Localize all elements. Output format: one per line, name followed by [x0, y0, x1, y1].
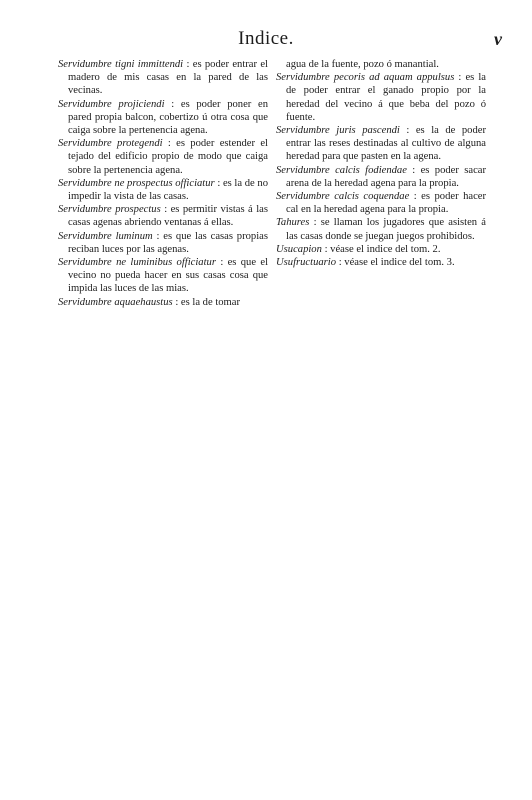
entry-term: Servidumbre aquaehaustus	[58, 296, 173, 308]
index-entry	[58, 256, 268, 296]
index-entry	[58, 203, 268, 229]
index-entry	[58, 98, 268, 138]
entry-definition: : es poder entrar el madero de mis casas en la pared de las vecinas.	[68, 59, 269, 97]
entry-term: Servidumbre ne prospectus officiatur	[58, 177, 215, 189]
entry-definition: : es la de poder entrar el ganado propio por la heredad del vecino á que beba del pozo ó fuente.	[286, 72, 486, 123]
entry-definition: : es la de tomar	[175, 296, 241, 308]
entry-definition: : es la de poder entrar las reses destinadas al cultivo de alguna heredad para que pasten en la agena.	[286, 125, 486, 163]
index-entry	[276, 71, 486, 124]
entry-term: Servidumbre protegendi	[58, 138, 163, 150]
entry-term: Servidumbre prospectus	[58, 204, 161, 216]
entry-definition: : es poder hacer cal en la heredad agena para la propia.	[286, 191, 486, 216]
page-header	[0, 28, 532, 54]
index-entry	[58, 177, 268, 203]
entry-definition: : es poder poner en pared propia balcon, cobertizo ú otra cosa que caiga sobre la pertenencia agena.	[68, 98, 269, 137]
entry-definition: : es que las casas propias reciban luces por las agenas.	[68, 230, 268, 255]
entry-term: Servidumbre juris pascendi	[276, 125, 400, 137]
index-entry	[58, 58, 268, 98]
page-number: v	[494, 29, 502, 49]
entry-definition: : es poder sacar arena de la heredad agena para la propia.	[286, 164, 486, 189]
entry-term: Servidumbre tigni immittendi	[58, 59, 184, 70]
page-title: Indice.	[238, 28, 294, 49]
entry-term: Servidumbre calcis coquendae	[276, 191, 410, 203]
entry-definition: : se llaman los jugadores que asisten á las casas donde se juegan juegos prohibidos.	[286, 217, 487, 242]
entry-term: Servidumbre ne luminibus officiatur	[58, 257, 216, 269]
entry-definition: : es la de no impedir la vista de las casas.	[68, 177, 268, 203]
entry-continuation: agua de la fuente, pozo ó manantial.	[286, 59, 439, 70]
index-entry	[276, 256, 486, 269]
index-entry	[58, 137, 268, 177]
index-entry	[276, 164, 486, 190]
entry-term: Tahures	[276, 217, 310, 229]
entry-definition: : véase el indice del tom. 3.	[338, 257, 455, 269]
entry-definition: : es poder estender el tejado del edificio propio de modo que caiga sobre la pertenencia agena.	[68, 138, 268, 176]
entry-term: Servidumbre luminum	[58, 230, 153, 242]
entry-term: Servidumbre projiciendi	[58, 98, 165, 110]
index-entry	[58, 230, 268, 256]
left-column	[58, 58, 268, 309]
entry-definition: : véase el indice del tom. 2.	[324, 243, 441, 255]
entry-definition: : es que el vecino no pueda hacer en sus casas cosa que impida las luces de las mias.	[68, 257, 269, 295]
index-entry	[58, 296, 268, 309]
index-entry	[276, 243, 486, 256]
index-entry	[276, 124, 486, 164]
entry-term: Servidumbre pecoris ad aquam appulsus	[276, 72, 455, 84]
entry-term: Usucapion	[276, 243, 322, 255]
entry-term: Usufructuario	[276, 257, 337, 269]
entry-definition: : es permitir vistas á las casas agenas abriendo ventanas á ellas.	[68, 204, 268, 229]
index-entry	[276, 216, 486, 242]
right-column	[276, 58, 486, 269]
index-entry	[276, 190, 486, 216]
entry-term: Servidumbre calcis fodiendae	[276, 164, 407, 176]
